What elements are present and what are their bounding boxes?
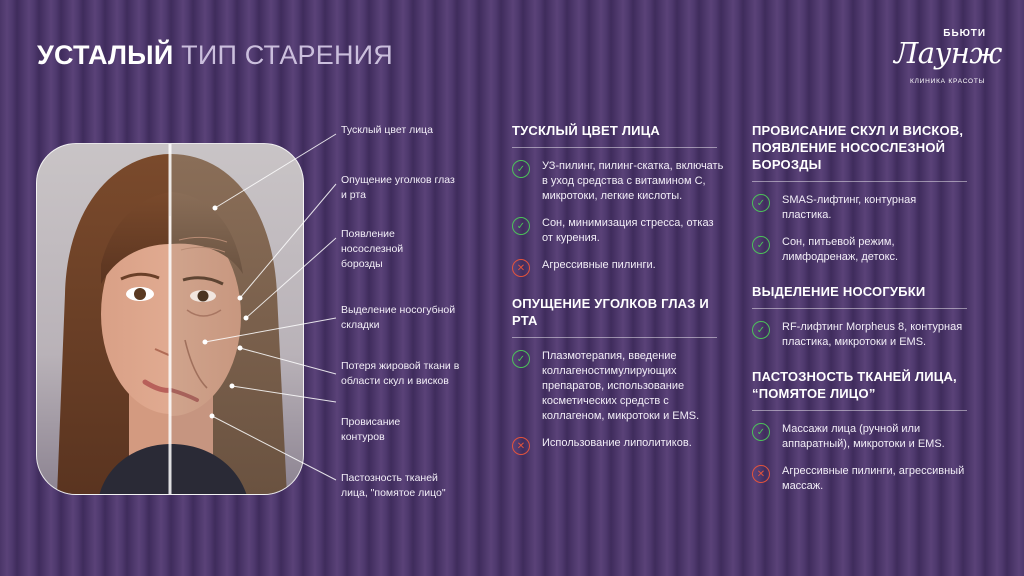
recommendation-item (752, 320, 967, 350)
recommendation-text: УЗ-пилинг, пилинг-скатка, включать в уход средства с витамином С, микротоки, легкие кислоты. (542, 160, 724, 202)
annotation-puffiness: Пастозность тканей лица, "помятое лицо" (341, 472, 446, 499)
recommendation-text: Сон, питьевой режим, лимфодренаж, детокс. (782, 236, 899, 263)
recommendation-text: RF-лифтинг Morpheus 8, контурная пластика, микротоки и EMS. (782, 321, 963, 348)
recommendation-item (512, 436, 727, 455)
recommendation-section (752, 283, 967, 350)
section-title: ОПУЩЕНИЕ УГОЛКОВ ГЛАЗ И РТА (512, 295, 717, 338)
recommendation-section (512, 295, 727, 455)
recommendation-text: Использование липолитиков. (542, 437, 692, 449)
section-title: ВЫДЕЛЕНИЕ НОСОГУБКИ (752, 283, 967, 309)
title-part-light: ТИП СТАРЕНИЯ (181, 40, 393, 70)
section-title: ТУСКЛЫЙ ЦВЕТ ЛИЦА (512, 122, 717, 148)
recommendation-text: Агрессивные пилинги, агрессивный массаж. (782, 465, 965, 492)
check-circle-icon: ✓ (512, 350, 530, 368)
annotation-sagging-contours: Провисание контуров (341, 416, 401, 443)
recommendation-item (752, 193, 967, 223)
recommendation-item (512, 216, 727, 246)
section-title: ПАСТОЗНОСТЬ ТКАНЕЙ ЛИЦА, “ПОМЯТОЕ ЛИЦО” (752, 368, 967, 411)
recommendation-section (752, 368, 967, 494)
annotation-tear-trough: Появление носослезной борозды (341, 228, 404, 270)
annotation-fat-loss: Потеря жировой ткани в области скул и висков (341, 360, 460, 387)
recommendation-item (512, 349, 727, 424)
cross-circle-icon: ✕ (752, 465, 770, 483)
section-title: ПРОВИСАНИЕ СКУЛ И ВИСКОВ, ПОЯВЛЕНИЕ НОСОСЛЕЗНОЙ БОРОЗДЫ (752, 122, 967, 182)
recommendation-text: Массажи лица (ручной или аппаратный), микротоки и EMS. (782, 423, 945, 450)
recommendations-column-middle (512, 122, 727, 473)
recommendation-item (752, 235, 967, 265)
check-circle-icon: ✓ (752, 236, 770, 254)
check-circle-icon: ✓ (512, 217, 530, 235)
recommendation-text: SMAS-лифтинг, контурная пластика. (782, 194, 917, 221)
recommendations-column-right (752, 122, 967, 512)
recommendation-section (512, 122, 727, 277)
check-circle-icon: ✓ (752, 194, 770, 212)
check-circle-icon: ✓ (512, 160, 530, 178)
cross-circle-icon: ✕ (512, 259, 530, 277)
logo-script-text: Лаунж (894, 36, 1002, 70)
recommendation-text: Сон, минимизация стресса, отказ от курения. (542, 217, 714, 244)
recommendation-item (752, 464, 967, 494)
annotation-nasolabial-fold: Выделение носогубной складки (341, 304, 456, 331)
recommendation-text: Агрессивные пилинги. (542, 259, 656, 271)
check-circle-icon: ✓ (752, 321, 770, 339)
title-part-bold: УСТАЛЫЙ (37, 40, 174, 70)
recommendation-item (752, 422, 967, 452)
logo-subtitle: КЛИНИКА КРАСОТЫ (910, 78, 986, 85)
recommendation-section (752, 122, 967, 265)
annotation-drooping-corners: Опущение уголков глаз и рта (341, 174, 455, 201)
check-circle-icon: ✓ (752, 423, 770, 441)
cross-circle-icon: ✕ (512, 437, 530, 455)
logo-top-text: БЬЮТИ (943, 28, 986, 39)
recommendation-text: Плазмотерапия, введение коллагеностимулирующих препаратов, использование косметических средств с коллагеном, микротоки и EMS. (542, 350, 700, 422)
recommendation-item (512, 258, 727, 277)
annotation-dull-complexion: Тусклый цвет лица (341, 124, 433, 136)
recommendation-item (512, 159, 727, 204)
